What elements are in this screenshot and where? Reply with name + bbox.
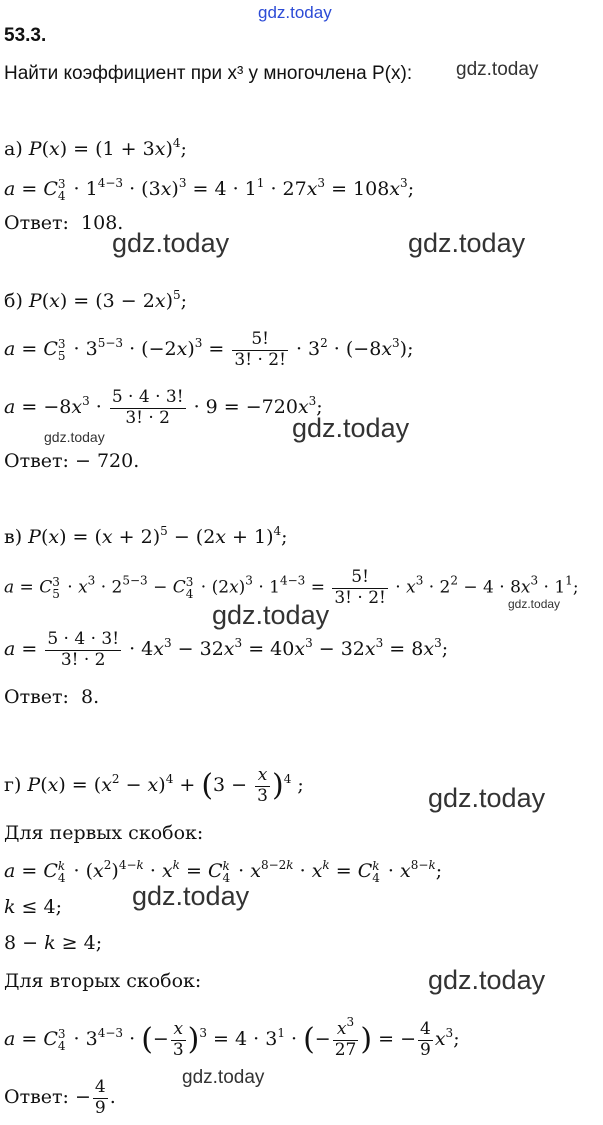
watermark: gdz.today bbox=[132, 881, 250, 911]
part-b-answer: Ответ: − 720. bbox=[4, 450, 140, 472]
watermark: gdz.today bbox=[182, 1067, 265, 1088]
watermark: gdz.today bbox=[456, 59, 539, 80]
part-a-statement: а) $P(x) = (1 + 3x)^4$; bbox=[4, 136, 187, 160]
watermark: gdz.today bbox=[428, 965, 546, 995]
part-g-condition-1: k ≤ 4; bbox=[4, 896, 63, 918]
watermark: gdz.today bbox=[408, 228, 526, 258]
part-v-solution-2: a = $\frac{5 \cdot 4 \cdot 3!}{3! \cdot 2}$ · $4x^3 - 32x^3 = 40x^3 - 32x^3 = 8x^3$; bbox=[4, 629, 449, 670]
part-a-solution: a = C 3 4 · $1^{4-3} \cdot (3x)^3 = 4 \cdot 1^1 \cdot 27x^3 = 108x^3$; bbox=[4, 176, 415, 203]
watermark: gdz.today bbox=[508, 597, 561, 611]
part-a-answer: Ответ: 108. bbox=[4, 212, 124, 234]
part-g-answer: Ответ: − $\frac{4}{9}$ . bbox=[4, 1077, 116, 1118]
part-v-solution-1: a = C 3 5 · $x^3 \cdot 2^{5-3} - C$ 3 4 · $(2x)^3 \cdot 1^{4-3}$ = $\frac{5!}{3! \cdot 2!}$ · $x^3 \cdot 2^2 - 4 \cdot 8x^3 \cdot 1^1$; bbox=[4, 567, 579, 608]
watermark: gdz.today bbox=[212, 600, 330, 630]
watermark-header: gdz.today bbox=[258, 3, 332, 22]
watermark: gdz.today bbox=[292, 413, 410, 443]
watermark: gdz.today bbox=[44, 429, 105, 445]
problem-number: 53.3. bbox=[4, 25, 47, 46]
part-v-answer: Ответ: 8. bbox=[4, 686, 100, 708]
part-g-second-brackets: Для вторых скобок: bbox=[4, 970, 202, 992]
part-v-statement: в) $P(x) = (x + 2)^5 - (2x + 1)^4$; bbox=[4, 524, 288, 548]
part-g-solution-1: a = C k 4 · $(x^2)^{4-k} \cdot x^k = C$ k 4 · $x^{8-2k} \cdot x^k = C$ k 4 · $x^{8-k}$; bbox=[4, 858, 443, 885]
part-g-solution-2: a = C 3 4 · $3^{4-3}$ · (− $\frac{x}{3}$ )$^3 = 4 \cdot 3^1$ · (− $\frac{x^3}{27}$ ) = − $\frac{4}{9}$ $x^3$; bbox=[4, 1015, 460, 1060]
part-b-solution-2: $a = -8x^3$ · $\frac{5 \cdot 4 \cdot 3!}{3! \cdot 2}$ · $9 = -720x^3$; bbox=[4, 387, 323, 428]
part-b-statement: б) $P(x) = (3 - 2x)^5$; bbox=[4, 288, 188, 312]
watermark: gdz.today bbox=[112, 228, 230, 258]
task-statement: Найти коэффициент при x³ у многочлена P(x): bbox=[4, 63, 413, 84]
part-g-first-brackets: Для первых скобок: bbox=[4, 822, 204, 844]
watermark: gdz.today bbox=[428, 783, 546, 813]
part-b-solution-1: a = C 3 5 · $3^{5-3} \cdot (-2x)^3$ = $\frac{5!}{3! \cdot 2!}$ · $3^2 \cdot (-8x^3)$; bbox=[4, 329, 414, 370]
part-g-condition-2: 8 − k ≥ 4; bbox=[4, 932, 103, 954]
part-g-statement: г) $P(x) = (x^2 - x)^4 + (3$ − $\frac{x}{3}$ )$^4$ ; bbox=[4, 765, 304, 806]
